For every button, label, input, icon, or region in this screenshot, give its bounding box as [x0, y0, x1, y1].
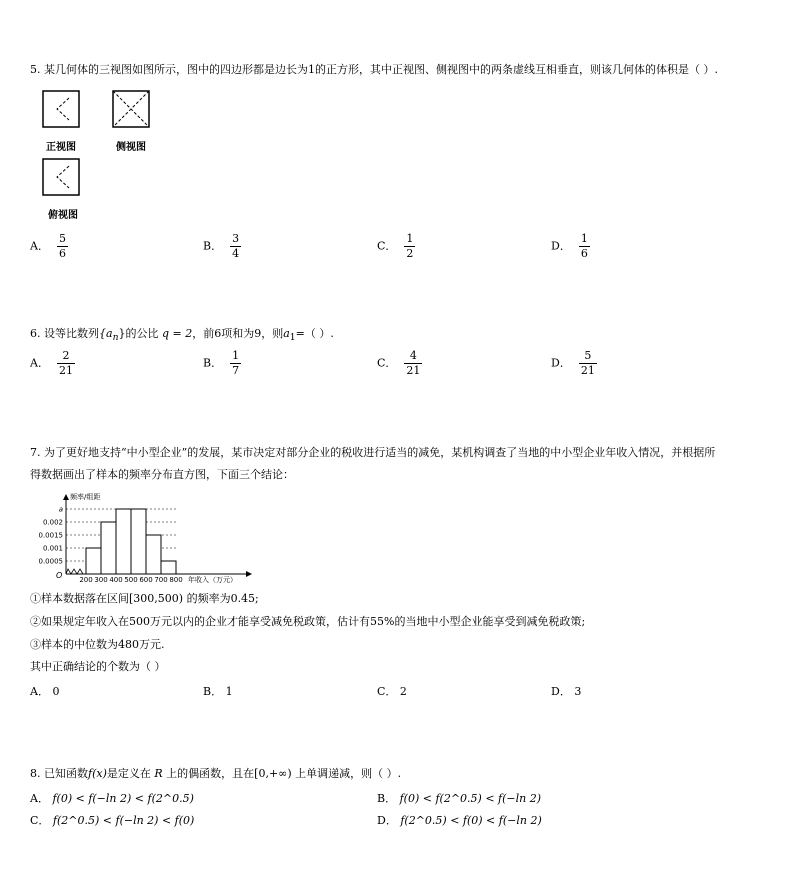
histogram-x-tick-2: 400	[109, 576, 123, 584]
q8-option-d[interactable]: D． f(2^0.5) < f(0) < f(−ln 2)	[377, 814, 542, 827]
q5-option-c[interactable]: C． $\frac{1}{2}$	[377, 232, 414, 260]
histogram-origin-label: O	[56, 571, 63, 580]
histogram-x-tick-1: 300	[94, 576, 108, 584]
histogram-y-tick-2: 0.0015	[38, 531, 63, 540]
histogram-x-tick-0: 200	[79, 576, 93, 584]
q6-option-c[interactable]: C． $\frac{4}{21}$	[377, 349, 421, 377]
histogram-bar-1	[101, 522, 116, 574]
q8-stem: 8. 已知函数f(x)是定义在 R 上的偶函数，且在[0,+∞) 上单调递减，则（ ）.	[30, 767, 402, 780]
q5-option-b[interactable]: B． $\frac{3}{4}$	[203, 232, 240, 260]
histogram-x-tick-3: 500	[124, 576, 138, 584]
q8-option-b[interactable]: B． f(0) < f(2^0.5) < f(−ln 2)	[377, 792, 541, 805]
q7-conclusion-1: ①样本数据落在区间[300,500) 的频率为0.45;	[30, 592, 259, 605]
top-view-label: 俯视图	[48, 210, 78, 221]
q8-option-a[interactable]: A． f(0) < f(−ln 2) < f(2^0.5)	[30, 792, 194, 805]
histogram-y-tick-0: 0.0005	[38, 557, 63, 566]
histogram-bar-5	[161, 561, 176, 574]
histogram-y-tick-3: 0.002	[42, 518, 63, 527]
histogram-bar-2	[116, 509, 131, 574]
q7-conclusion-3: ③样本的中位数为480万元.	[30, 638, 165, 651]
side-view-label: 侧视图	[116, 142, 146, 153]
q5-option-d[interactable]: D． $\frac{1}{6}$	[551, 232, 588, 260]
q7-conclusion-2: ②如果规定年收入在500万元以内的企业才能享受减免税政策，估计有55%的当地中小型企业能享受到减免税政策;	[30, 615, 586, 628]
histogram-x-tick-5: 700	[154, 576, 168, 584]
histogram-bar-4	[146, 535, 161, 574]
front-view-figure	[42, 90, 82, 130]
histogram-x-tick-6: 800	[169, 576, 183, 584]
q6-option-a[interactable]: A． $\frac{2}{21}$	[30, 349, 73, 377]
q6-option-b[interactable]: B． $\frac{1}{7}$	[203, 349, 240, 377]
front-view-label: 正视图	[46, 142, 76, 153]
q7-stem-line2: 得数据画出了样本的频率分布直方图，下面三个结论：	[30, 468, 294, 481]
histogram-x-tick-4: 600	[139, 576, 153, 584]
histogram-bar-0	[86, 548, 101, 574]
histogram-y-tick-1: 0.001	[42, 544, 63, 553]
histogram-bar-3	[131, 509, 146, 574]
histogram-y-tick-4: a	[58, 505, 63, 514]
q6-option-d[interactable]: D． $\frac{5}{21}$	[551, 349, 595, 377]
q7-option-d[interactable]: D． 3	[551, 685, 582, 698]
frequency-histogram	[30, 490, 260, 586]
q7-ask: 其中正确结论的个数为（ ）	[30, 660, 166, 673]
top-view-figure	[42, 158, 82, 198]
q7-option-c[interactable]: C． 2	[377, 685, 407, 698]
q7-stem-line1: 7. 为了更好地支持“中小型企业”的发展，某市决定对部分企业的税收进行适当的减免，某机构调查了当地的中小型企业年收入情况，并根据所	[30, 446, 716, 459]
q8-option-c[interactable]: C． f(2^0.5) < f(−ln 2) < f(0)	[30, 814, 195, 827]
side-view-figure	[112, 90, 152, 130]
q7-option-a[interactable]: A． 0	[30, 685, 60, 698]
q5-option-a[interactable]: A． $\frac{5}{6}$	[30, 232, 66, 260]
q5-stem: 5. 某几何体的三视图如图所示，图中的四边形都是边长为1的正方形，其中正视图、侧视图中的两条虚线互相垂直，则该几何体的体积是（ ）.	[30, 63, 718, 76]
histogram-x-axis-label: 年收入（万元）	[188, 576, 237, 584]
q6-stem: 6. 设等比数列$\{a_n\}$的公比 q = 2，前6项和为9，则$a_1=$（ ）.	[30, 327, 334, 344]
q7-option-b[interactable]: B． 1	[203, 685, 233, 698]
histogram-y-axis-label: 频率/组距	[70, 493, 101, 501]
